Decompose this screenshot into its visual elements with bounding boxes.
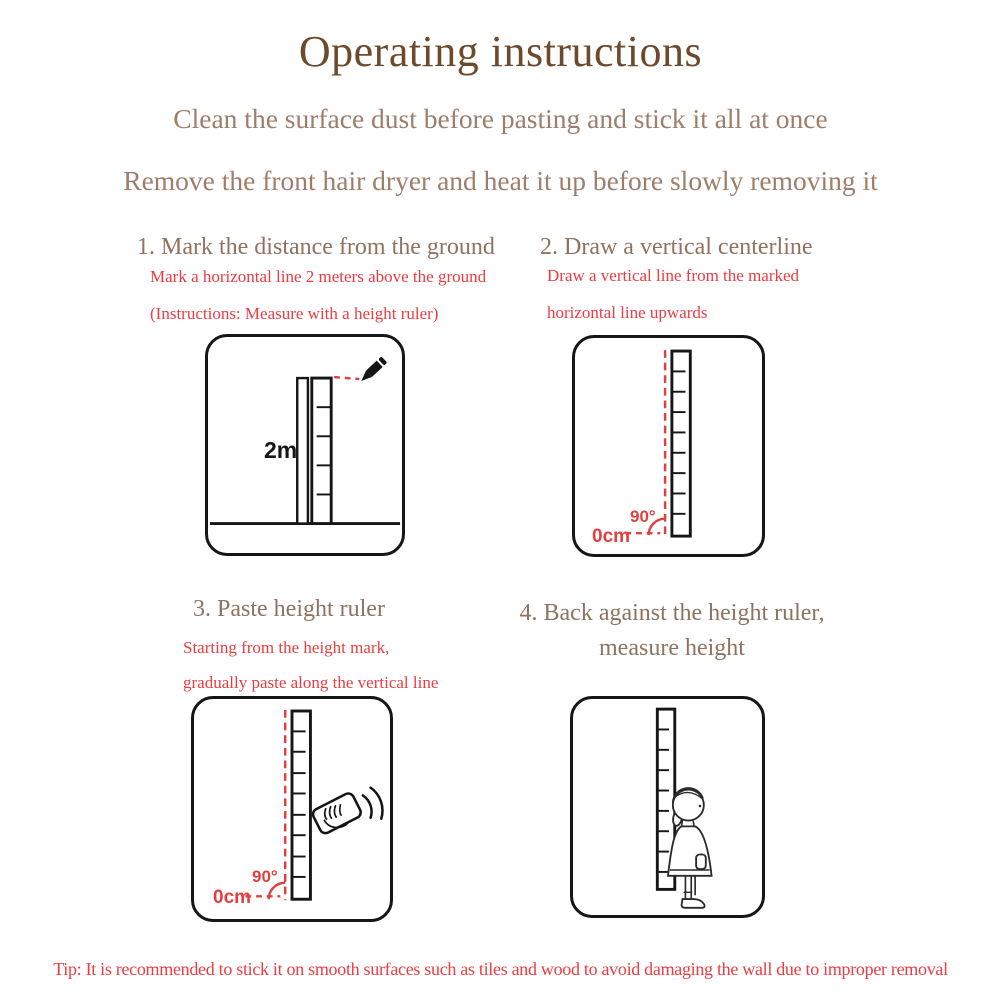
step4-heading-line2: measure height xyxy=(599,635,745,661)
step1-note-1: Mark a horizontal line 2 meters above the ground xyxy=(150,267,487,286)
angle-label: 90° xyxy=(252,867,278,886)
step4-heading-line1: 4. Back against the height ruler, xyxy=(519,600,825,626)
step4-diagram-drawing xyxy=(573,699,762,915)
angle-label: 90° xyxy=(630,507,656,526)
step3-heading: 3. Paste height ruler xyxy=(193,596,385,622)
origin-label: 0cm xyxy=(213,887,252,908)
step2-diagram xyxy=(572,335,765,557)
intro-line-1: Clean the surface dust before pasting and stick it all at once xyxy=(173,103,828,134)
height-ruler xyxy=(312,378,331,524)
step2-diagram-drawing xyxy=(575,338,762,554)
height-label: 2m xyxy=(264,437,298,463)
height-ruler xyxy=(292,711,310,899)
step1-note-2: (Instructions: Measure with a height ruler) xyxy=(150,304,439,323)
mark-dashed-line xyxy=(334,377,359,379)
step4-diagram xyxy=(570,696,765,918)
intro-line-2: Remove the front hair dryer and heat it up before slowly removing it xyxy=(123,165,878,196)
step2-note-2: horizontal line upwards xyxy=(547,303,708,322)
tip-text: Tip: It is recommended to stick it on smooth surfaces such as tiles and wood to avoid damaging the wall due to improper removal xyxy=(53,959,948,979)
page-title: Operating instructions xyxy=(298,27,703,76)
step3-note-2: gradually paste along the vertical line xyxy=(183,673,439,692)
step2-note-1: Draw a vertical line from the marked xyxy=(547,266,800,285)
origin-label: 0cm xyxy=(592,526,631,547)
step2-heading: 2. Draw a vertical centerline xyxy=(540,234,813,260)
step4-heading xyxy=(518,596,826,666)
step1-diagram-drawing xyxy=(208,337,402,553)
step3-diagram-drawing xyxy=(194,699,390,919)
squeegee-hand-icon xyxy=(311,788,382,835)
step1-heading: 1. Mark the distance from the ground xyxy=(137,234,495,260)
pencil-icon xyxy=(358,356,387,384)
height-ruler xyxy=(672,351,690,536)
wall-mark-bar xyxy=(297,378,308,524)
step3-diagram xyxy=(191,696,393,922)
step3-note-1: Starting from the height mark, xyxy=(183,638,390,657)
step1-diagram xyxy=(205,334,405,556)
